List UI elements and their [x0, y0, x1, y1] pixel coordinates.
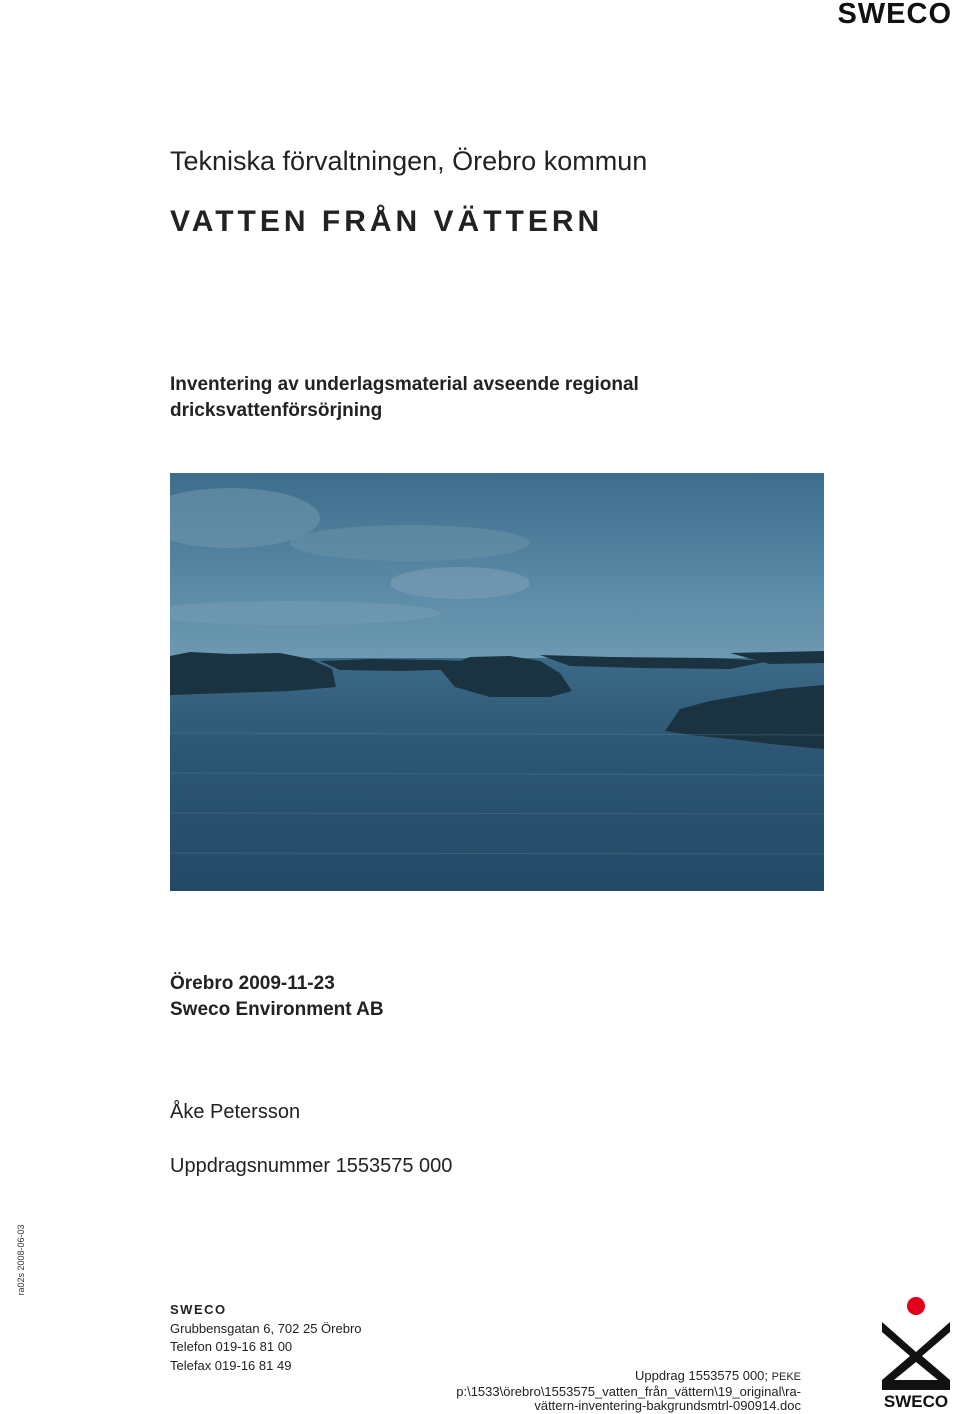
client-name: Tekniska förvaltningen, Örebro kommun	[170, 146, 648, 176]
place-date: Örebro 2009-11-23	[170, 973, 335, 994]
footer-address-block	[170, 1301, 362, 1375]
document-title: VATTEN FRÅN VÄTTERN	[170, 205, 604, 238]
file-path-line-1: p:\1533\örebro\1553575_vatten_från_vättern\19_original\ra-	[456, 1383, 801, 1399]
file-path-line-2: vättern-inventering-bakgrundsmtrl-090914.doc	[534, 1398, 801, 1413]
footer-phone: Telefon 019-16 81 00	[170, 1339, 293, 1354]
assignment-line	[456, 1369, 801, 1385]
footer-address: Grubbensgatan 6, 702 25 Örebro	[170, 1320, 362, 1336]
subtitle-line-1: Inventering av underlagsmaterial avseende regional	[170, 374, 639, 395]
footer-fax: Telefax 019-16 81 49	[170, 1357, 292, 1373]
footer-brand: SWECO	[170, 1302, 227, 1317]
cover-photo-lake	[170, 473, 824, 891]
template-code: ra02s 2008-06-03	[16, 1224, 26, 1296]
assignment-number: Uppdrag 1553575 000;	[635, 1368, 772, 1383]
project-number: Uppdragsnummer 1553575 000	[170, 1155, 453, 1177]
document-subtitle	[170, 372, 639, 424]
sweco-logo-bottom	[874, 1296, 958, 1410]
assignment-code: PEKE	[771, 1371, 801, 1383]
logo-bottom-text: SWECO	[883, 1392, 949, 1410]
date-and-company	[170, 971, 384, 1023]
subtitle-line-2: dricksvattenförsörjning	[170, 400, 383, 421]
author-name: Åke Petersson	[170, 1101, 301, 1123]
sweco-logo-top: SWECO	[837, 0, 952, 30]
company-name: Sweco Environment AB	[170, 999, 384, 1020]
footer-assignment-block	[456, 1369, 801, 1414]
logo-red-dot	[907, 1297, 925, 1315]
